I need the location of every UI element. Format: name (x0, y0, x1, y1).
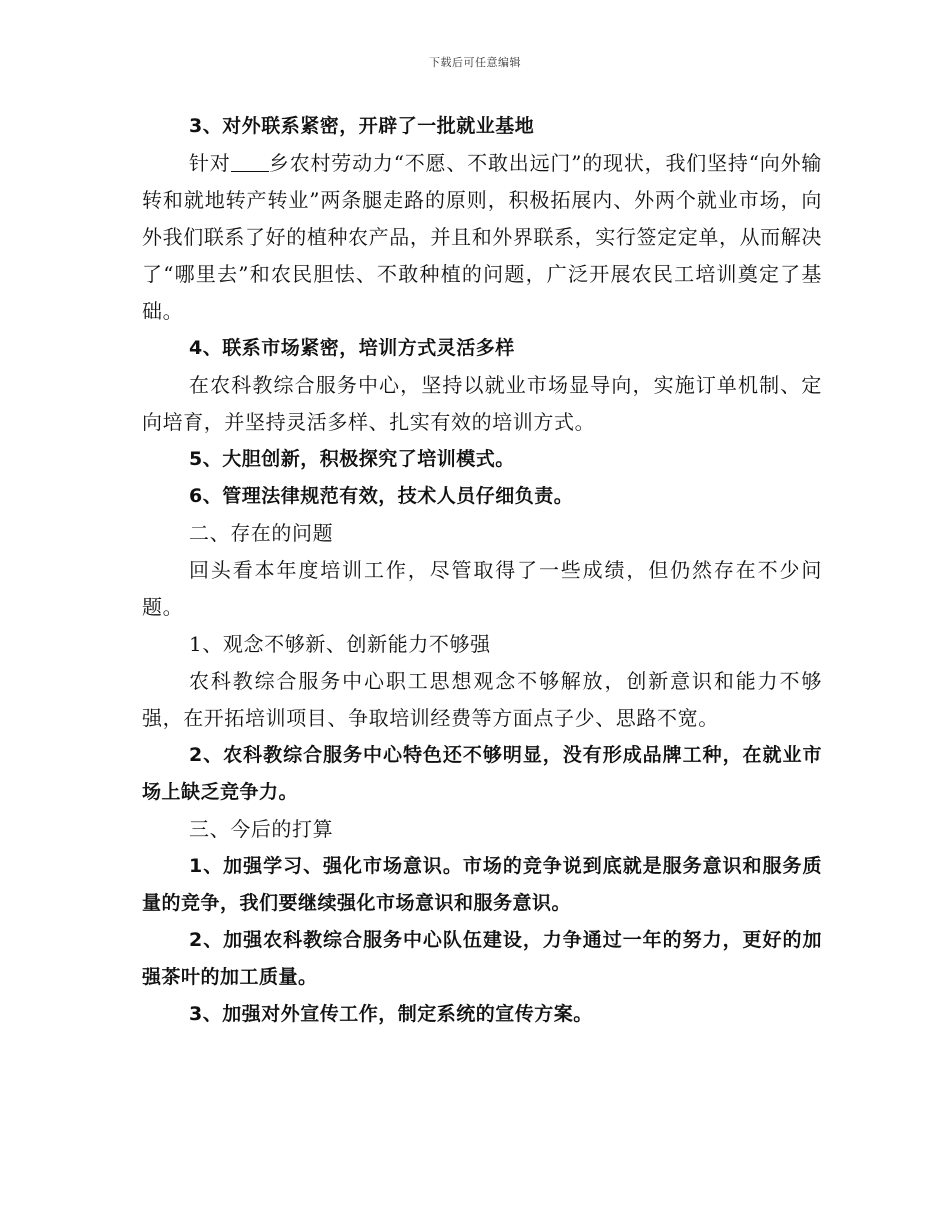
page-header: 下载后可任意编辑 (429, 56, 521, 69)
paragraph-liaison-pre: 针对 (189, 151, 231, 175)
section-title-plans: 三、今后的打算 (189, 817, 334, 841)
heading-brand: 2、农科教综合服务中心特色还不够明显，没有形成品牌工种，在就业市场上缺乏竞争力。 (142, 744, 822, 803)
paragraph-liaison (142, 145, 822, 330)
heading-management: 6、管理法律规范有效，技术人员仔细负责。 (189, 485, 574, 507)
section-title-problems: 二、存在的问题 (189, 521, 334, 545)
paragraph-market-training: 在农科教综合服务中心，坚持以就业市场显导向，实施订单机制、定向培育，并坚持灵活多样、扎实有效的培训方式。 (142, 373, 822, 434)
plan-item-3: 3、加强对外宣传工作，制定系统的宣传方案。 (189, 1003, 593, 1025)
fill-blank (231, 153, 269, 172)
plan-item-1: 1、加强学习、强化市场意识。市场的竞争说到底就是服务意识和服务质量的竞争，我们要继续强化市场意识和服务意识。 (142, 855, 822, 914)
paragraph-review: 回头看本年度培训工作，尽管取得了一些成绩，但仍然存在不少问题。 (142, 558, 822, 619)
paragraph-liaison-post: 乡农村劳动力“不愿、不敢出远门”的现状，我们坚持“向外输转和就地转产转业”两条腿走路的原则，积极拓展内、外两个就业市场，向外我们联系了好的植种农产品，并且和外界联系，实行签定定单，从而解决了“哪里去”和农民胆怯、不敢种植的问题，广泛开展农民工培训奠定了基础。 (142, 151, 822, 323)
heading-innovation: 5、大胆创新，积极探究了培训模式。 (189, 448, 515, 470)
subheading-concepts: 1、观念不够新、创新能力不够强 (189, 632, 491, 656)
heading-market-training: 4、联系市场紧密，培训方式灵活多样 (189, 337, 515, 359)
document-body (142, 108, 822, 1033)
plan-item-2: 2、加强农科教综合服务中心队伍建设，力争通过一年的努力，更好的加强茶叶的加工质量。 (142, 929, 822, 988)
paragraph-concepts: 农科教综合服务中心职工思想观念不够解放，创新意识和能力不够强，在开拓培训项目、争取培训经费等方面点子少、思路不宽。 (142, 669, 822, 730)
heading-liaison-bases: 3、对外联系紧密，开辟了一批就业基地 (189, 115, 535, 137)
